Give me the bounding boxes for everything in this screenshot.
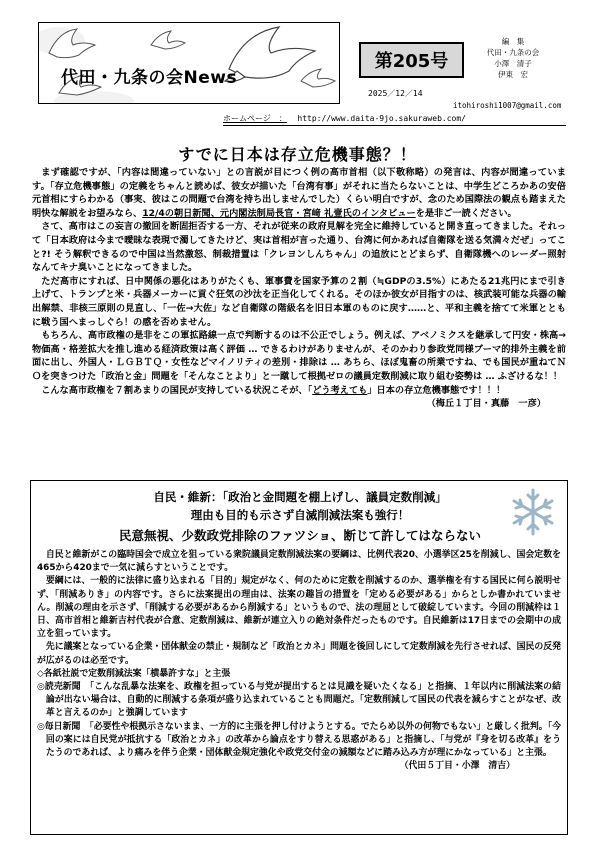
text-span: 」日本の存立危機事態です！！！ — [367, 384, 506, 396]
interview-reference: 12/4の朝日新聞、元内閣法制局長官・宮﨑 礼壹氏のインタビュー — [142, 207, 416, 219]
article2-body — [37, 549, 561, 773]
article2-headline: 自民・維新：「政治と金問題を棚上げし、議員定数削減」 — [153, 490, 447, 504]
article1-body — [32, 166, 566, 411]
article1-author: （梅丘１丁目・真藤 一彦） — [426, 398, 546, 410]
contact-email[interactable]: itohiroshi1007@gmail.com — [453, 101, 562, 110]
article1-paragraph: もちろん、高市政権の是非をこの軍拡路線一点で判断するのは不公正でしょう。例えば、アベノミクスを継承して円安・株高→物価高・格差拡大を推し進める経済政策は高く評価 … できるわけがありませんが、そのかわり参政党同様ブーマ的排外主義を前面に出し、外国人・ＬＧＢＴＱ・女性などマイノリティの差別・排除は … あちら、ほぼ鬼畜の所業ですね、でも国民が重ねてＮＯを突きつけた「政治と金」問題を「そんなことより」と一蹴して根拠ゼロの議員定数削減に取り組む姿勢は … ふざけるな！！ — [32, 330, 566, 382]
article2-editorial-item: ◎毎日新聞 「必要性や根拠示さないまま、一方的に主張を押し付けようとする。でたらめ以外の何物でもない」と厳しく批判。「今回の案には自民党が抵抗する「政治とカネ」の改革から論点をすり替える思惑がある」と指摘し、「与党が『身を切る改革』をうたうのであれば、より痛みを伴う企業・団体献金規定強化や政党交付金の減額などに踏み込み方が理にかなっている」と主張。 — [37, 721, 561, 759]
masthead-logo-box — [38, 22, 340, 104]
editors-block — [473, 36, 553, 80]
emphasis-phrase: どう考えても — [312, 384, 368, 396]
article1-paragraph — [32, 384, 566, 398]
text-span: こんな高市政権を７割あまりの国民が支持している状況こそが、「 — [41, 384, 313, 396]
article1-paragraph: ただ高市にすれば、日中関係の悪化はありがたくも、軍事費を国家予算の２割（≒GDPの3.5%）にあたる21兆円にまで引き上げて、トランプと米・兵器メーカーに貢ぐ狂気の沙汰を正当化してくれる。そのほか彼女が目指すのは、核武装可能な兵器の輸出解禁、非核三原則の見直し、「一佐→大佐」など自衛隊の階級名を旧日本軍のものに戻す……と、平和主義を捨てて米軍とともに戦う国へまっしぐら！の感を否めません。 — [32, 275, 566, 328]
editors-label: 編 集 — [501, 37, 525, 46]
homepage-label: ホームページ ： — [223, 114, 287, 123]
editor-line: 伊東 宏 — [498, 70, 528, 79]
issue-number: 第205号 — [359, 42, 464, 78]
editor-line: 代田・九条の会 — [486, 48, 540, 57]
article2-paragraph: 要綱には、一般的に法律に盛り込まれる「目的」規定がなく、何のために定数を削減するのか、選挙権を有する国民に何ら説明せず、「削減ありき」の内容です。さらに法案提出の理由は、法案の趣旨の措置を「定める必要がある」からとしか書かれていません。削減の理由を示さず、「削減する必要があるから削減する」というもので、法の理屈として破綻しています。今回の削減枠は１日、高市首相と維新吉村代表が合意、定数削減は、維新が連立入りの絶対条件だったものです。自民維新は17日までの会期中の成立を狙っています。 — [37, 576, 561, 640]
article2-section-heading: ◇各紙社説で定数削減法案「横暴許すな」と主張 — [37, 668, 231, 679]
article2-subheadline: 民意無視、少数政党排除のファツショ、断じて許してはならない — [118, 528, 481, 543]
editor-line: 小澤 清子 — [494, 59, 532, 68]
article2-paragraph: 先に議案となっている企業・団体献金の禁止・規制など「政治とカネ」問題を後回しにして定数削減を先行させれば、国民の反発が広がるのは必至です。 — [37, 642, 561, 666]
issue-date: 2025／12／14 — [368, 89, 423, 98]
homepage-link[interactable]: http://www.daita-9jo.sakuraweb.com/ — [297, 114, 466, 123]
article1-headline: すでに日本は存立危機事態？！ — [178, 145, 417, 164]
newsletter-header — [38, 22, 566, 123]
article1-paragraph: さて、高市はこの妄言の撤回を断固拒否する一方、それが従来の政府見解を完全に維持していると開き直ってきました。それって「日本政府は今まで曖昧な表現で濁してきたけど、実は首相が言った通り、台湾に何かあれば自衛隊を送る気満々だぜ」ってこと?! そう解釈できるので中国は当然激怒、制裁措置は「クレヨンしんちゃん」の追放にとどまらず、自衛隊機へのレーダー照射なんてキナ臭いことになってきました。 — [32, 221, 566, 274]
article2-box — [30, 480, 568, 835]
article2-author: （代田５丁目・小澤 清吉） — [399, 761, 515, 772]
article2-subheadline: 理由も目的も示さず自滅削減法案も強行！ — [190, 508, 410, 522]
article2-editorial-item: ◎読売新聞 「こんな乱暴な法案を、政権を担っている与党が提出するとは見識を疑いたくなる」と指摘、１年以内に削減法案の結論が出ない場合は、自動的に削減する条項が盛り込まれていることも問題だ。「定数削減して国民の代表を減らすことがなぜ、改革と言えるのか」と強調しています — [37, 682, 561, 719]
article2-paragraph: 自民と維新がこの臨時国会で成立を狙っている衆院議員定数削減法案の要綱は、比例代表20、小選挙区25を削減し、国会定数を465から420まで一気に減らすということです。 — [37, 550, 561, 574]
text-span: まず確認ですが、「内容は間違っていない」との言説が目につく例の高市首相（以下敬称略）の発言は、内容が間違っています。「存立危機事態」の定義をちゃんと読めば、彼女が描いた「台湾有事」がそれに当たらないことは、中学生どころかあの安倍元首相にすらわかる（事実、彼はこの問題で台湾を持ち出しませんでした）くらい明白ですが、念のため国際法の観点も踏まえた明快な解説をお望みなら、 — [32, 167, 566, 219]
newsletter-title: 代田・九条の会News — [61, 68, 238, 88]
article1-paragraph — [32, 166, 566, 220]
homepage-line — [223, 113, 566, 126]
text-span: を是非ご一読ください。 — [415, 207, 517, 219]
